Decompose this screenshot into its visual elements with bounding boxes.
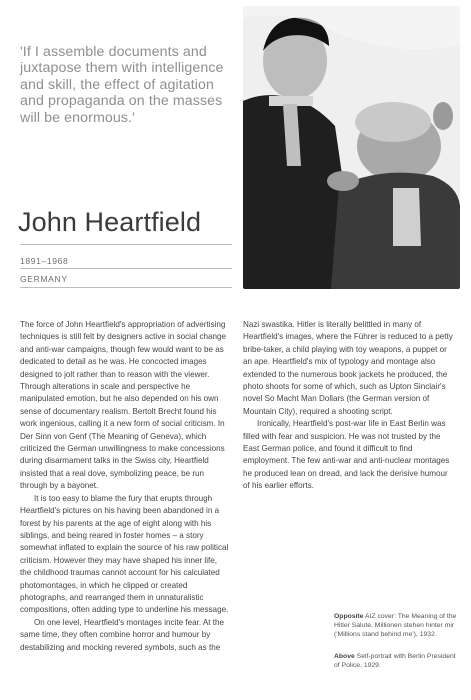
caption-opposite-label: Opposite bbox=[334, 613, 364, 620]
pull-quote bbox=[20, 44, 232, 126]
pull-quote-text: 'If I assemble documents and juxtapose them with intelligence and skill, the effect of agitation and propaganda on the masses will be enormous.' bbox=[20, 44, 224, 126]
caption-opposite bbox=[334, 612, 462, 640]
body-column-left bbox=[20, 319, 230, 654]
body-paragraph: It is too easy to blame the fury that erupts through Heartfield's pictures on his having been abandoned in a forest by his parents at the age of eight along with his siblings, and being reared in foster homes – a story somewhat inflated to explain the source of his raw political criticism. However they may have shaped his inner life, the childhood traumas cannot account for his calculated photomontages, in which he clipped or created photographs, and rearranged them in unnaturalistic compositions, often adding type to underline his message. bbox=[20, 493, 229, 615]
caption-opposite-text: AIZ cover: The Meaning of the Hitler Salute. Millionen stehen hinter mir ('Millions stand behind me'), 1932. bbox=[334, 613, 457, 639]
body-paragraph: Ironically, Heartfield's post-war life in East Berlin was filled with fear and suspicion. He was not trusted by the East German police, and found it difficult to find employment. The few anti-war and anti-nuclear montages he produced lean on dread, and lack the derisive humour of his earlier efforts. bbox=[243, 419, 450, 491]
body-column-right bbox=[243, 319, 453, 493]
name-rule-top bbox=[20, 244, 232, 245]
designer-years: 1891–1968 bbox=[20, 256, 69, 266]
country-rule bbox=[20, 287, 232, 288]
caption-above-text: Self-portrait with Berlin President of Police, 1929. bbox=[334, 653, 456, 670]
years-rule bbox=[20, 268, 232, 269]
body-paragraph: On one level, Heartfield's montages incite fear. At the same time, they often combine horror and humour by destabilizing and mocking revered symbols, such as the bbox=[20, 617, 225, 652]
portrait-photo bbox=[243, 6, 460, 289]
body-paragraph: The force of John Heartfield's appropriation of advertising techniques is still felt by designers active in social change and anti-war campaigns, though few would want to be as dedicated to detail as he was. He concocted images designed to jolt rather than to reason with the viewer. Through alterations in scale and perspective he manipulated emotion, but he also depended on his own sense of documentary realism. Bertolt Brecht found his work ingenious, calling it a new form of social criticism. In Der Sinn von Genf (The Meaning of Geneva), which criticized the German unwillingness to make concessions during disarmament talks in the Swiss city, Heartfield insisted that a real dove, symbolizing peace, be run through by a bayonet. bbox=[20, 320, 227, 491]
body-paragraph: Nazi swastika. Hitler is literally belittled in many of Heartfield's images, where the Führer is reduced to a petty bribe-taker, a child playing with toy weapons, a puppet or an ape. Heartfield's mix of typology and montage also extended to the numerous book jackets he produced, the photo shoots for some of which, such as Upton Sinclair's novel So Macht Man Dollars (the German version of Mountain City), required a shooting script. bbox=[243, 320, 453, 416]
designer-country: GERMANY bbox=[20, 274, 68, 284]
caption-above bbox=[334, 652, 462, 670]
designer-name: John Heartfield bbox=[18, 207, 202, 237]
caption-above-label: Above bbox=[334, 653, 355, 660]
portrait-photo-graphic bbox=[243, 6, 460, 289]
